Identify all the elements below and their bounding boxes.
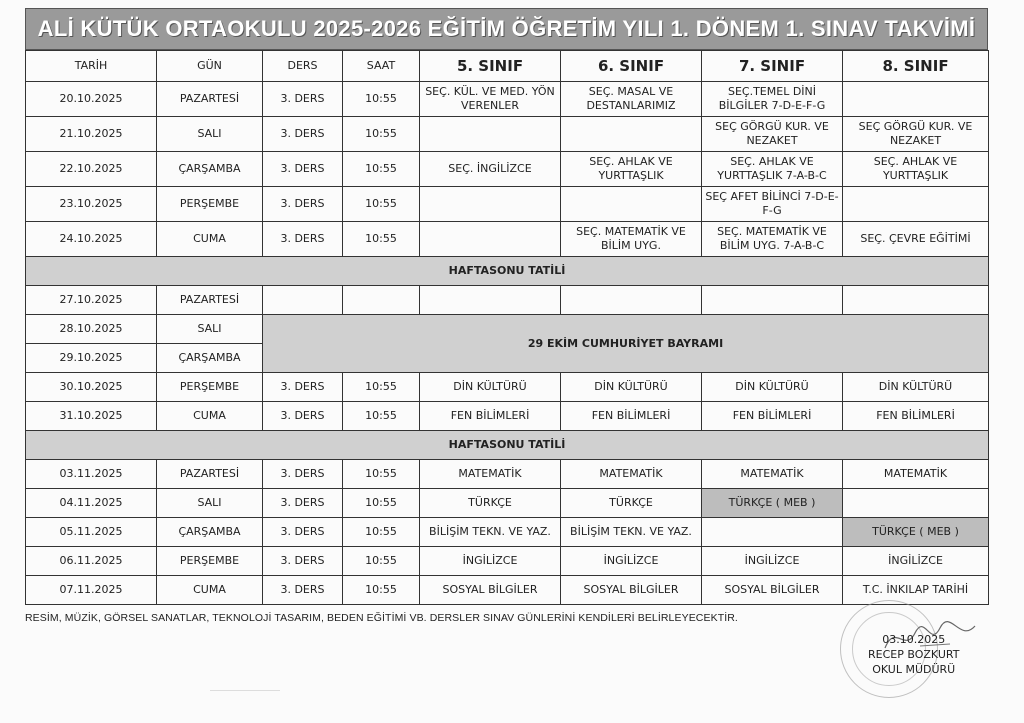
weekend-label: HAFTASONU TATİLİ xyxy=(26,257,989,286)
date-cell: 04.11.2025 xyxy=(26,489,157,518)
lesson-cell: 3. DERS xyxy=(263,402,343,431)
table-row xyxy=(26,222,989,257)
table-row xyxy=(26,117,989,152)
date-cell: 24.10.2025 xyxy=(26,222,157,257)
grade5-cell: İNGİLİZCE xyxy=(420,547,561,576)
date-cell: 20.10.2025 xyxy=(26,82,157,117)
holiday-label: 29 EKİM CUMHURİYET BAYRAMI xyxy=(263,315,989,373)
day-cell: PAZARTESİ xyxy=(157,460,263,489)
day-cell: ÇARŞAMBA xyxy=(157,344,263,373)
divider xyxy=(210,690,280,691)
time-cell: 10:55 xyxy=(343,547,420,576)
lesson-cell: 3. DERS xyxy=(263,489,343,518)
time-cell: 10:55 xyxy=(343,152,420,187)
grade7-cell-meb: TÜRKÇE ( MEB ) xyxy=(702,489,843,518)
grade8-cell xyxy=(843,286,989,315)
header-time: SAAT xyxy=(343,51,420,82)
table-row xyxy=(26,576,989,605)
grade7-cell: SEÇ AFET BİLİNCİ 7-D-E-F-G xyxy=(702,187,843,222)
time-cell: 10:55 xyxy=(343,187,420,222)
lesson-cell: 3. DERS xyxy=(263,576,343,605)
grade5-cell: SEÇ. KÜL. VE MED. YÖN VERENLER xyxy=(420,82,561,117)
grade7-cell: MATEMATİK xyxy=(702,460,843,489)
grade5-cell xyxy=(420,187,561,222)
header-grade-5: 5. SINIF xyxy=(420,51,561,82)
lesson-cell: 3. DERS xyxy=(263,82,343,117)
date-cell: 21.10.2025 xyxy=(26,117,157,152)
lesson-cell: 3. DERS xyxy=(263,222,343,257)
date-cell: 30.10.2025 xyxy=(26,373,157,402)
day-cell: PAZARTESİ xyxy=(157,286,263,315)
grade6-cell xyxy=(561,187,702,222)
date-cell: 23.10.2025 xyxy=(26,187,157,222)
day-cell: SALI xyxy=(157,117,263,152)
grade7-cell: DİN KÜLTÜRÜ xyxy=(702,373,843,402)
grade7-cell: SEÇ GÖRGÜ KUR. VE NEZAKET xyxy=(702,117,843,152)
table-row xyxy=(26,152,989,187)
grade6-cell: TÜRKÇE xyxy=(561,489,702,518)
lesson-cell: 3. DERS xyxy=(263,373,343,402)
grade5-cell xyxy=(420,286,561,315)
grade7-cell xyxy=(702,518,843,547)
lesson-cell: 3. DERS xyxy=(263,117,343,152)
day-cell: PERŞEMBE xyxy=(157,187,263,222)
title-bar xyxy=(25,8,988,50)
grade6-cell xyxy=(561,286,702,315)
grade6-cell: SEÇ. AHLAK VE YURTTAŞLIK xyxy=(561,152,702,187)
header-day: GÜN xyxy=(157,51,263,82)
grade5-cell xyxy=(420,117,561,152)
footer-note: RESİM, MÜZİK, GÖRSEL SANATLAR, TEKNOLOJİ TASARIM, BEDEN EĞİTİMİ VB. DERSLER SINAV GÜNLERİNİ KENDİLERİ BELİRLEYECEKTİR. xyxy=(25,612,738,624)
day-cell: SALI xyxy=(157,315,263,344)
table-row xyxy=(26,373,989,402)
date-cell: 03.11.2025 xyxy=(26,460,157,489)
grade8-cell xyxy=(843,187,989,222)
grade6-cell: SEÇ. MASAL VE DESTANLARIMIZ xyxy=(561,82,702,117)
grade8-cell-meb: TÜRKÇE ( MEB ) xyxy=(843,518,989,547)
date-cell: 06.11.2025 xyxy=(26,547,157,576)
grade6-cell: SOSYAL BİLGİLER xyxy=(561,576,702,605)
time-cell: 10:55 xyxy=(343,460,420,489)
date-cell: 29.10.2025 xyxy=(26,344,157,373)
grade8-cell xyxy=(843,489,989,518)
time-cell xyxy=(343,286,420,315)
lesson-cell: 3. DERS xyxy=(263,187,343,222)
page-title: ALİ KÜTÜK ORTAOKULU 2025-2026 EĞİTİM ÖĞRETİM YILI 1. DÖNEM 1. SINAV TAKVİMİ xyxy=(37,16,976,41)
lesson-cell xyxy=(263,286,343,315)
time-cell: 10:55 xyxy=(343,222,420,257)
grade5-cell: SEÇ. İNGİLİZCE xyxy=(420,152,561,187)
time-cell: 10:55 xyxy=(343,373,420,402)
grade8-cell: T.C. İNKILAP TARİHİ xyxy=(843,576,989,605)
lesson-cell: 3. DERS xyxy=(263,460,343,489)
weekend-band xyxy=(26,431,989,460)
grade5-cell: MATEMATİK xyxy=(420,460,561,489)
header-lesson: DERS xyxy=(263,51,343,82)
table-row xyxy=(26,315,989,344)
signature-date: 03.10.2025 xyxy=(882,633,946,646)
grade5-cell xyxy=(420,222,561,257)
table-row xyxy=(26,82,989,117)
grade5-cell: TÜRKÇE xyxy=(420,489,561,518)
day-cell: PERŞEMBE xyxy=(157,547,263,576)
table-row xyxy=(26,402,989,431)
grade6-cell xyxy=(561,117,702,152)
grade7-cell: SOSYAL BİLGİLER xyxy=(702,576,843,605)
header-grade-8: 8. SINIF xyxy=(843,51,989,82)
weekend-band xyxy=(26,257,989,286)
grade8-cell: MATEMATİK xyxy=(843,460,989,489)
table-row xyxy=(26,489,989,518)
date-cell: 31.10.2025 xyxy=(26,402,157,431)
day-cell: SALI xyxy=(157,489,263,518)
grade8-cell: FEN BİLİMLERİ xyxy=(843,402,989,431)
grade6-cell: MATEMATİK xyxy=(561,460,702,489)
grade5-cell: BİLİŞİM TEKN. VE YAZ. xyxy=(420,518,561,547)
time-cell: 10:55 xyxy=(343,489,420,518)
day-cell: ÇARŞAMBA xyxy=(157,152,263,187)
grade8-cell: SEÇ. AHLAK VE YURTTAŞLIK xyxy=(843,152,989,187)
grade5-cell: SOSYAL BİLGİLER xyxy=(420,576,561,605)
header-grade-7: 7. SINIF xyxy=(702,51,843,82)
lesson-cell: 3. DERS xyxy=(263,547,343,576)
grade8-cell xyxy=(843,82,989,117)
grade7-cell: SEÇ. MATEMATİK VE BİLİM UYG. 7-A-B-C xyxy=(702,222,843,257)
table-row xyxy=(26,286,989,315)
header-grade-6: 6. SINIF xyxy=(561,51,702,82)
day-cell: CUMA xyxy=(157,222,263,257)
date-cell: 28.10.2025 xyxy=(26,315,157,344)
grade7-cell: SEÇ.TEMEL DİNİ BİLGİLER 7-D-E-F-G xyxy=(702,82,843,117)
time-cell: 10:55 xyxy=(343,82,420,117)
grade8-cell: SEÇ GÖRGÜ KUR. VE NEZAKET xyxy=(843,117,989,152)
day-cell: ÇARŞAMBA xyxy=(157,518,263,547)
lesson-cell: 3. DERS xyxy=(263,152,343,187)
time-cell: 10:55 xyxy=(343,402,420,431)
grade6-cell: SEÇ. MATEMATİK VE BİLİM UYG. xyxy=(561,222,702,257)
grade6-cell: FEN BİLİMLERİ xyxy=(561,402,702,431)
table-row xyxy=(26,547,989,576)
signature-block xyxy=(868,632,959,677)
grade8-cell: İNGİLİZCE xyxy=(843,547,989,576)
date-cell: 05.11.2025 xyxy=(26,518,157,547)
table-row xyxy=(26,187,989,222)
grade5-cell: DİN KÜLTÜRÜ xyxy=(420,373,561,402)
table-row xyxy=(26,518,989,547)
day-cell: PAZARTESİ xyxy=(157,82,263,117)
grade6-cell: İNGİLİZCE xyxy=(561,547,702,576)
day-cell: CUMA xyxy=(157,402,263,431)
header-date: TARİH xyxy=(26,51,157,82)
grade7-cell: SEÇ. AHLAK VE YURTTAŞLIK 7-A-B-C xyxy=(702,152,843,187)
signature-name: RECEP BOZKURT xyxy=(868,648,960,661)
time-cell: 10:55 xyxy=(343,518,420,547)
date-cell: 27.10.2025 xyxy=(26,286,157,315)
time-cell: 10:55 xyxy=(343,117,420,152)
date-cell: 22.10.2025 xyxy=(26,152,157,187)
lesson-cell: 3. DERS xyxy=(263,518,343,547)
signature-role: OKUL MÜDÜRÜ xyxy=(872,663,956,676)
day-cell: CUMA xyxy=(157,576,263,605)
grade6-cell: DİN KÜLTÜRÜ xyxy=(561,373,702,402)
header-row xyxy=(26,51,989,82)
weekend-label: HAFTASONU TATİLİ xyxy=(26,431,989,460)
date-cell: 07.11.2025 xyxy=(26,576,157,605)
day-cell: PERŞEMBE xyxy=(157,373,263,402)
schedule-table xyxy=(25,50,989,605)
grade7-cell xyxy=(702,286,843,315)
grade7-cell: FEN BİLİMLERİ xyxy=(702,402,843,431)
grade8-cell: DİN KÜLTÜRÜ xyxy=(843,373,989,402)
grade7-cell: İNGİLİZCE xyxy=(702,547,843,576)
grade6-cell: BİLİŞİM TEKN. VE YAZ. xyxy=(561,518,702,547)
grade5-cell: FEN BİLİMLERİ xyxy=(420,402,561,431)
grade8-cell: SEÇ. ÇEVRE EĞİTİMİ xyxy=(843,222,989,257)
exam-schedule-sheet xyxy=(25,8,988,605)
table-row xyxy=(26,460,989,489)
time-cell: 10:55 xyxy=(343,576,420,605)
